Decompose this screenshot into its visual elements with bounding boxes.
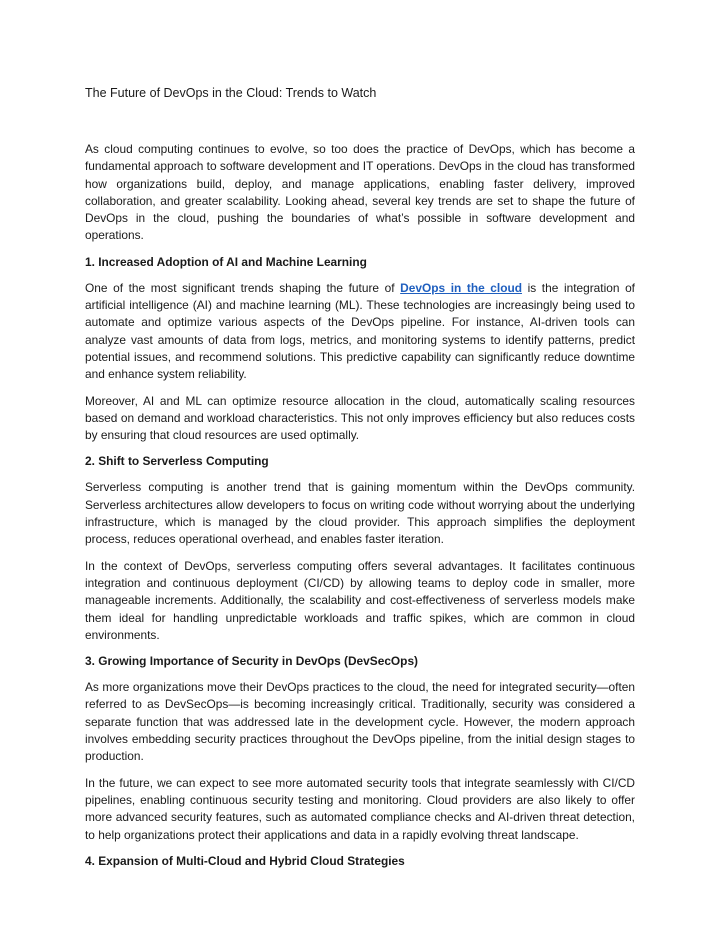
section-heading-devsecops: 3. Growing Importance of Security in DevOps (DevSecOps) xyxy=(85,654,419,669)
document-title: The Future of DevOps in the Cloud: Trends to Watch xyxy=(85,86,377,100)
section-heading-serverless: 2. Shift to Serverless Computing xyxy=(85,454,269,469)
text-run: is the integration of artificial intelligence (AI) and machine learning (ML). These technologies are increasingly being used to automate and optimize various aspects of the DevOps pipeline. For instance, AI-driven tools can analyze vast amounts of data from logs, metrics, and monitoring systems to identify patterns, predict potential issues, and recommend solutions. This predictive capability can significantly reduce downtime and enhance system reliability. xyxy=(85,280,635,382)
document-page xyxy=(85,84,635,879)
section-devsecops-paragraph-1: As more organizations move their DevOps practices to the cloud, the need for integrated security—often referred to as DevSecOps—is becoming increasingly critical. Traditionally, security was considered a separate function that was addressed late in the development cycle. However, the modern approach involves embedding security practices throughout the DevOps pipeline, from the initial design stages to production. xyxy=(85,680,635,764)
devops-in-the-cloud-link[interactable]: DevOps in the cloud xyxy=(400,280,523,295)
section-devsecops-paragraph-2: In the future, we can expect to see more automated security tools that integrate seamlessly with CI/CD pipelines, enabling continuous security testing and monitoring. Cloud providers are also likely to offer more advanced security features, such as automated compliance checks and AI-driven threat detection, to help organizations protect their applications and data in a rapidly evolving threat landscape. xyxy=(85,775,635,842)
section-heading-multi-cloud: 4. Expansion of Multi-Cloud and Hybrid Cloud Strategies xyxy=(85,853,405,868)
section-heading-ai-ml: 1. Increased Adoption of AI and Machine Learning xyxy=(85,254,367,269)
section-ai-ml-paragraph-2: Moreover, AI and ML can optimize resource allocation in the cloud, automatically scaling resources based on demand and workload characteristics. This not only improves efficiency but also reduces costs by ensuring that cloud resources are used optimally. xyxy=(85,393,635,443)
section-ai-ml-paragraph-1 xyxy=(85,280,635,384)
text-run: One of the most significant trends shaping the future of xyxy=(85,280,401,295)
intro-paragraph: As cloud computing continues to evolve, so too does the practice of DevOps, which has become a fundamental approach to software development and IT operations. DevOps in the cloud has transformed how organizations build, deploy, and manage applications, enabling faster delivery, improved collaboration, and greater scalability. Looking ahead, several key trends are set to shape the future of DevOps in the cloud, pushing the boundaries of what’s possible in software development and operations. xyxy=(85,142,635,243)
section-serverless-paragraph-2: In the context of DevOps, serverless computing offers several advantages. It facilitates continuous integration and continuous deployment (CI/CD) by allowing teams to deploy code in smaller, more manageable increments. Additionally, the scalability and cost-effectiveness of serverless models make them ideal for handling unpredictable workloads and traffic spikes, which are common in cloud environments. xyxy=(85,558,635,642)
section-serverless-paragraph-1: Serverless computing is another trend that is gaining momentum within the DevOps community. Serverless architectures allow developers to focus on writing code without worrying about the underlying infrastructure, which is managed by the cloud provider. This approach simplifies the deployment process, reduces operational overhead, and enables faster iteration. xyxy=(85,480,635,547)
